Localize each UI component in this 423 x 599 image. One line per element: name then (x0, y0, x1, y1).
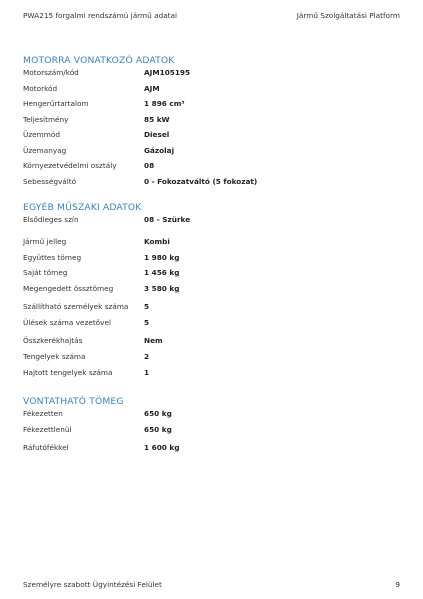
row-value: 0 - Fokozatváltó (5 fokozat) (144, 177, 258, 186)
row-value: 08 - Szürke (144, 215, 191, 224)
row-value: 5 (144, 302, 150, 311)
row-label: Összkerékhajtás (23, 336, 83, 345)
row-value: 1 896 cm³ (144, 99, 185, 108)
row-label: Megengedett össztömeg (23, 284, 114, 293)
row-label: Ülések száma vezetővel (23, 318, 111, 327)
row-label: Elsődleges szín (23, 215, 79, 224)
row-value: AJM (144, 84, 160, 93)
row-label: Hajtott tengelyek száma (23, 368, 113, 377)
row-label: Szállítható személyek száma (23, 302, 129, 311)
row-value: 2 (144, 352, 150, 361)
row-label: Együttes tömeg (23, 253, 82, 262)
section-title-towing: VONTATHATÓ TÖMEG (23, 396, 124, 407)
footer-label: Személyre szabott Ügyintézési Felület (23, 580, 162, 589)
row-label: Üzemmód (23, 130, 60, 139)
row-value: Nem (144, 336, 163, 345)
row-value: Gázolaj (144, 146, 175, 155)
row-value: Diesel (144, 130, 170, 139)
row-value: 85 kW (144, 115, 170, 124)
row-label: Környezetvédelmi osztály (23, 161, 117, 170)
row-label: Teljesítmény (23, 115, 69, 124)
row-value: 1 600 kg (144, 443, 180, 452)
row-label: Fékezettlenül (23, 425, 72, 434)
row-value: 650 kg (144, 409, 172, 418)
row-value: 1 980 kg (144, 253, 180, 262)
row-value: 1 (144, 368, 150, 377)
row-label: Saját tömeg (23, 268, 68, 277)
row-value: 3 580 kg (144, 284, 180, 293)
row-label: Fékezetten (23, 409, 63, 418)
row-value: 650 kg (144, 425, 172, 434)
section-title-technical: EGYÉB MŰSZAKI ADATOK (23, 202, 142, 213)
row-label: Ráfutófékkel (23, 443, 69, 452)
page-number: 9 (395, 580, 400, 589)
row-label: Motorszám/kód (23, 68, 79, 77)
row-value: 5 (144, 318, 150, 327)
row-label: Jármű jelleg (23, 237, 67, 246)
row-label: Hengerűrtartalom (23, 99, 89, 108)
section-title-engine: MOTORRA VONATKOZÓ ADATOK (23, 55, 175, 66)
row-label: Motorkód (23, 84, 58, 93)
platform-name: Jármű Szolgáltatási Platform (296, 11, 400, 20)
row-label: Sebességváltó (23, 177, 77, 186)
row-value: Kombi (144, 237, 170, 246)
row-label: Üzemanyag (23, 146, 67, 155)
row-label: Tengelyek száma (23, 352, 86, 361)
row-value: AJM105195 (144, 68, 191, 77)
row-value: 08 (144, 161, 155, 170)
document-title: PWA215 forgalmi rendszámú jármű adatai (23, 11, 178, 20)
row-value: 1 456 kg (144, 268, 180, 277)
